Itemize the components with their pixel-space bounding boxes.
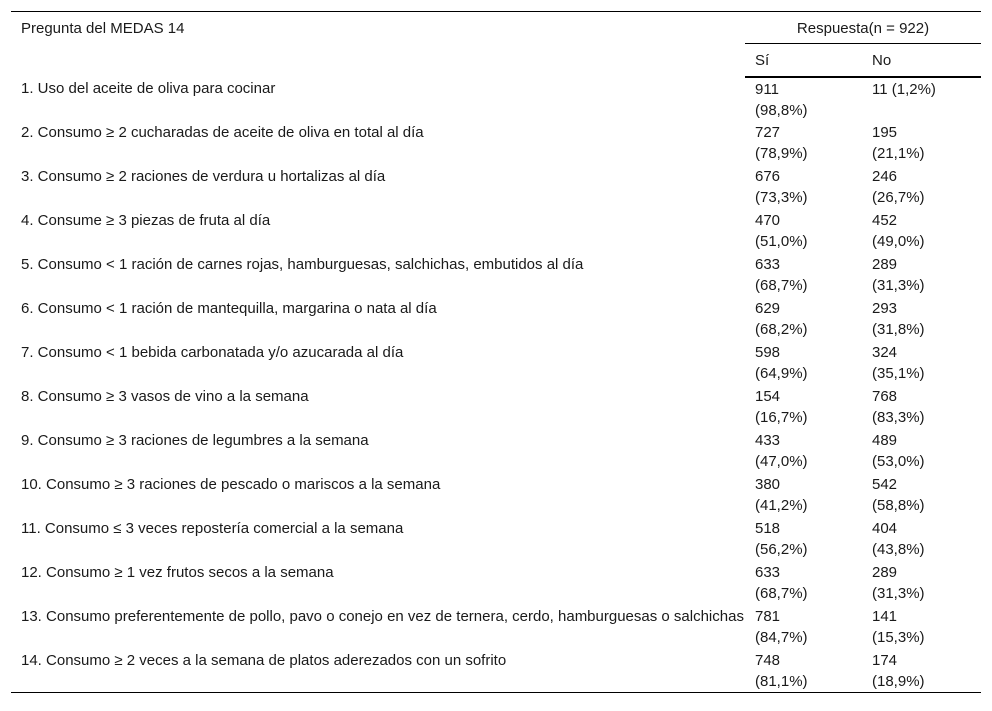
question-cell: 8. Consumo ≥ 3 vasos de vino a la semana bbox=[21, 387, 309, 405]
no-percent: (15,3%) bbox=[872, 628, 925, 646]
no-cell bbox=[862, 77, 981, 121]
table-row bbox=[11, 253, 981, 297]
no-count: 289 bbox=[872, 255, 898, 273]
no-percent: (35,1%) bbox=[872, 364, 925, 382]
no-percent: (31,8%) bbox=[872, 320, 925, 338]
question-cell: 12. Consumo ≥ 1 vez frutos secos a la semana bbox=[21, 563, 334, 581]
yes-cell bbox=[745, 649, 862, 693]
question-cell: 14. Consumo ≥ 2 veces a la semana de platos aderezados con un sofrito bbox=[11, 649, 745, 693]
no-cell bbox=[862, 429, 981, 473]
no-percent: (49,0%) bbox=[872, 232, 925, 250]
no-count: 293 bbox=[872, 299, 898, 317]
yes-count: 727 bbox=[755, 123, 781, 141]
no-cell bbox=[862, 209, 981, 253]
yes-cell bbox=[745, 165, 862, 209]
response-group-underline bbox=[745, 43, 981, 44]
no-percent: (58,8%) bbox=[872, 496, 925, 514]
no-count: 174 bbox=[872, 651, 898, 669]
no-count: 452 bbox=[872, 211, 898, 229]
yes-count: 154 bbox=[755, 387, 781, 405]
question-cell: 9. Consumo ≥ 3 raciones de legumbres a la semana bbox=[21, 431, 369, 449]
yes-percent: (51,0%) bbox=[755, 232, 808, 250]
yes-percent: (98,8%) bbox=[755, 101, 808, 119]
medas-results-table bbox=[11, 11, 981, 693]
table-row bbox=[11, 429, 981, 473]
no-percent: (53,0%) bbox=[872, 452, 925, 470]
no-cell bbox=[862, 517, 981, 561]
no-cell bbox=[862, 121, 981, 165]
no-cell bbox=[862, 561, 981, 605]
table-row bbox=[11, 297, 981, 341]
yes-percent: (41,2%) bbox=[755, 496, 808, 514]
table-row bbox=[11, 121, 981, 165]
question-cell: 10. Consumo ≥ 3 raciones de pescado o mariscos a la semana bbox=[21, 475, 441, 493]
table-body bbox=[11, 77, 981, 693]
header-row-1 bbox=[11, 12, 981, 44]
no-cell bbox=[862, 649, 981, 693]
yes-count: 781 bbox=[755, 607, 781, 625]
yes-count: 911 bbox=[755, 80, 779, 98]
yes-count: 748 bbox=[755, 651, 781, 669]
yes-percent: (47,0%) bbox=[755, 452, 808, 470]
yes-cell bbox=[745, 473, 862, 517]
table-header bbox=[11, 12, 981, 77]
yes-count: 633 bbox=[755, 563, 781, 581]
yes-percent: (68,7%) bbox=[755, 276, 808, 294]
no-percent: (31,3%) bbox=[872, 276, 925, 294]
no-percent: (31,3%) bbox=[872, 584, 925, 602]
table-row bbox=[11, 605, 981, 649]
no-count: 324 bbox=[872, 343, 898, 361]
yes-percent: (68,2%) bbox=[755, 320, 808, 338]
no-percent: (43,8%) bbox=[872, 540, 925, 558]
question-cell: 1. Uso del aceite de oliva para cocinar bbox=[21, 79, 276, 97]
question-column-header: Pregunta del MEDAS 14 bbox=[11, 12, 745, 77]
question-cell: 5. Consumo < 1 ración de carnes rojas, hamburguesas, salchichas, embutidos al día bbox=[21, 255, 584, 273]
yes-count: 633 bbox=[755, 255, 781, 273]
no-column-header: No bbox=[862, 44, 981, 77]
yes-cell bbox=[745, 517, 862, 561]
yes-percent: (78,9%) bbox=[755, 144, 808, 162]
yes-cell bbox=[745, 385, 862, 429]
no-cell bbox=[862, 473, 981, 517]
yes-percent: (68,7%) bbox=[755, 584, 808, 602]
question-cell: 13. Consumo preferentemente de pollo, pavo o conejo en vez de ternera, cerdo, hamburguesas o salchichas bbox=[21, 607, 744, 625]
response-group-label: Respuesta(n = 922) bbox=[796, 20, 930, 37]
no-count: 246 bbox=[872, 167, 898, 185]
question-cell: 3. Consumo ≥ 2 raciones de verdura u hortalizas al día bbox=[21, 167, 386, 185]
no-count: 141 bbox=[872, 607, 898, 625]
no-count: 489 bbox=[872, 431, 898, 449]
no-count: 195 bbox=[872, 123, 898, 141]
yes-cell bbox=[745, 253, 862, 297]
yes-count: 518 bbox=[755, 519, 781, 537]
table-row bbox=[11, 649, 981, 693]
yes-count: 470 bbox=[755, 211, 781, 229]
no-cell bbox=[862, 385, 981, 429]
table-row bbox=[11, 341, 981, 385]
no-percent: (26,7%) bbox=[872, 188, 925, 206]
yes-percent: (81,1%) bbox=[755, 672, 808, 690]
no-count: 11 (1,2%) bbox=[872, 80, 936, 98]
table-row bbox=[11, 209, 981, 253]
yes-count: 433 bbox=[755, 431, 781, 449]
yes-cell bbox=[745, 77, 862, 121]
yes-cell bbox=[745, 561, 862, 605]
no-cell bbox=[862, 605, 981, 649]
response-group-header bbox=[745, 12, 981, 44]
no-count: 404 bbox=[872, 519, 898, 537]
yes-percent: (16,7%) bbox=[755, 408, 808, 426]
yes-column-header: Sí bbox=[745, 44, 862, 77]
yes-cell bbox=[745, 341, 862, 385]
no-cell bbox=[862, 297, 981, 341]
medas-table-container bbox=[11, 11, 981, 693]
no-cell bbox=[862, 341, 981, 385]
table-row bbox=[11, 165, 981, 209]
question-cell: 4. Consume ≥ 3 piezas de fruta al día bbox=[21, 211, 271, 229]
no-count: 768 bbox=[872, 387, 898, 405]
yes-percent: (56,2%) bbox=[755, 540, 808, 558]
no-count: 289 bbox=[872, 563, 898, 581]
yes-percent: (64,9%) bbox=[755, 364, 808, 382]
yes-percent: (73,3%) bbox=[755, 188, 808, 206]
question-cell: 11. Consumo ≤ 3 veces repostería comercial a la semana bbox=[21, 519, 404, 537]
no-percent: (21,1%) bbox=[872, 144, 925, 162]
question-cell: 6. Consumo < 1 ración de mantequilla, margarina o nata al día bbox=[21, 299, 437, 317]
yes-count: 676 bbox=[755, 167, 781, 185]
table-row bbox=[11, 385, 981, 429]
yes-cell bbox=[745, 297, 862, 341]
yes-cell bbox=[745, 605, 862, 649]
yes-cell bbox=[745, 121, 862, 165]
no-cell bbox=[862, 165, 981, 209]
no-percent: (18,9%) bbox=[872, 672, 925, 690]
table-row bbox=[11, 77, 981, 121]
yes-count: 598 bbox=[755, 343, 781, 361]
yes-count: 629 bbox=[755, 299, 781, 317]
yes-count: 380 bbox=[755, 475, 781, 493]
question-cell: 2. Consumo ≥ 2 cucharadas de aceite de oliva en total al día bbox=[21, 123, 424, 141]
table-row bbox=[11, 473, 981, 517]
no-cell bbox=[862, 253, 981, 297]
yes-cell bbox=[745, 209, 862, 253]
no-count: 542 bbox=[872, 475, 898, 493]
table-row bbox=[11, 561, 981, 605]
question-cell: 7. Consumo < 1 bebida carbonatada y/o azucarada al día bbox=[21, 343, 404, 361]
no-percent: (83,3%) bbox=[872, 408, 925, 426]
yes-percent: (84,7%) bbox=[755, 628, 808, 646]
yes-cell bbox=[745, 429, 862, 473]
table-row bbox=[11, 517, 981, 561]
